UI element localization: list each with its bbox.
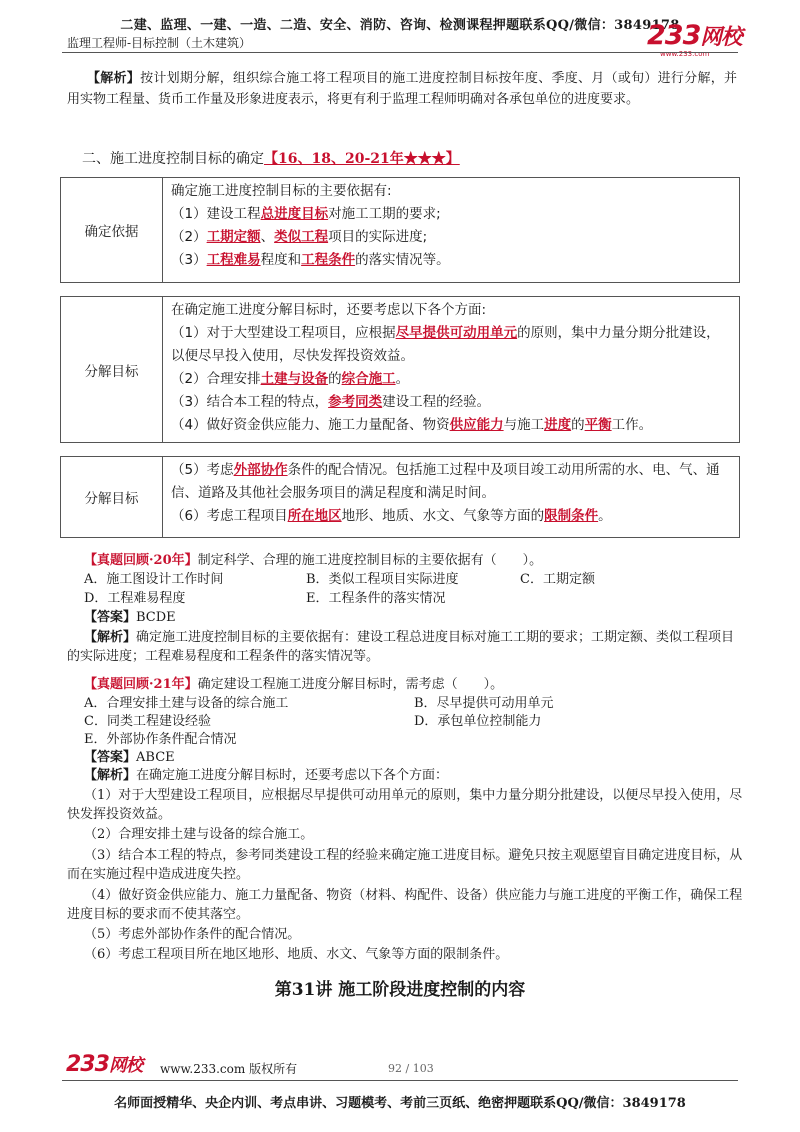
basis-intro: 确定施工进度控制目标的主要依据有: [171, 183, 392, 199]
decompose-label-2: 分解目标 [61, 457, 163, 538]
q1-option-b: B．类似工程项目实际进度 [306, 572, 459, 587]
logo-word: 网校 [700, 25, 742, 50]
analysis-paragraph [67, 68, 737, 110]
q2-expl-item-3: （3）结合本工程的特点，参考同类建设工程的经验来确定施工进度目标。避免只按主观愿望盲目确定进度目标，从而在实施过程中造成进度失控。 [67, 848, 743, 882]
decompose-item-1: （1）对于大型建设工程项目，应根据尽早提供可动用单元的原则，集中力量分期分批建设，以便尽早投入使用，尽快发挥投资效益。 [171, 325, 720, 364]
question-1-answer: 【答案】BCDE [84, 610, 176, 625]
decompose-content-1 [163, 297, 740, 443]
lecture-title: 第31讲 施工阶段进度控制的内容 [274, 980, 526, 1000]
decompose-table-2 [60, 456, 740, 538]
basis-content [163, 178, 740, 283]
header-divider [62, 52, 738, 53]
question-2-tag: 【真题回顾·21年】 [84, 677, 198, 692]
decompose-table-1 [60, 296, 740, 443]
q2-option-c: C．同类工程建设经验 [84, 714, 211, 729]
header-logo [647, 20, 742, 51]
section-years: 【16、18、20-21年★★★】 [264, 151, 460, 167]
decompose-item-2: （2）合理安排土建与设备的综合施工。 [171, 371, 410, 387]
decompose-intro: 在确定施工进度分解目标时，还要考虑以下各个方面: [171, 302, 487, 318]
q2-expl-item-1: （1）对于大型建设工程项目，应根据尽早提供可动用单元的原则，集中力量分期分批建设，以便尽早投入使用，尽快发挥投资效益。 [67, 788, 743, 822]
basis-item-1: （1）建设工程总进度目标对施工工期的要求; [171, 206, 441, 222]
question-2-answer: 【答案】ABCE [84, 750, 175, 765]
footer-note: 名师面授精华、央企内训、考点串讲、习题模考、考前三页纸、绝密押题联系QQ/微信：3849178 [114, 1096, 686, 1111]
section-heading [82, 148, 460, 168]
decompose-item-5: （5）考虑外部协作条件的配合情况。包括施工过程中及项目竣工动用所需的水、电、气、通信、道路及其他社会服务项目的满足程度和满足时间。 [171, 462, 720, 501]
header-promo: 二建、监理、一建、一造、二造、安全、消防、咨询、检测课程押题联系QQ/微信：3849178 [120, 18, 680, 33]
section-title: 二、施工进度控制目标的确定 [82, 151, 264, 167]
logo-url: www.233.com [660, 50, 710, 58]
footer-divider [62, 1080, 738, 1081]
q1-option-a: A．施工图设计工作时间 [84, 572, 224, 587]
question-2-options-row1 [84, 695, 744, 713]
q2-option-d: D．承包单位控制能力 [414, 714, 542, 729]
question-1-options-row1 [84, 571, 744, 589]
question-2-stem: 【真题回顾·21年】确定建设工程施工进度分解目标时，需考虑（ ）。 [84, 677, 504, 692]
q1-option-d: D．工程难易程度 [84, 591, 186, 606]
q1-option-c: C．工期定额 [520, 572, 595, 587]
decompose-content-2 [163, 457, 740, 538]
q1-option-e: E．工程条件的落实情况 [306, 591, 446, 606]
q2-option-b: B．尽早提供可动用单元 [414, 696, 554, 711]
decompose-item-4: （4）做好资金供应能力、施工力量配备、物资供应能力与施工进度的平衡工作。 [171, 417, 653, 433]
question-2-explanation-intro: 【解析】在确定施工进度分解目标时，还要考虑以下各个方面： [84, 768, 449, 783]
q2-option-a: A．合理安排土建与设备的综合施工 [84, 696, 289, 711]
footer-logo: 233网校 [66, 1052, 143, 1077]
analysis-text: 按计划期分解，组织综合施工将工程项目的施工进度控制目标按年度、季度、月（或旬）进行分解，并用实物工程量、货币工作量及形象进度表示，将更有利于监理工程师明确对各承包单位的进度要求。 [67, 71, 737, 107]
q2-expl-item-5: （5）考虑外部协作条件的配合情况。 [84, 927, 301, 942]
question-1-explanation: 【解析】确定施工进度控制目标的主要依据有：建设工程总进度目标对施工工期的要求；工期定额、类似工程项目的实际进度；工程难易程度和工程条件的落实情况等。 [67, 630, 735, 664]
question-2-options-row2 [84, 713, 744, 731]
question-1-stem: 【真题回顾·20年】制定科学、合理的施工进度控制目标的主要依据有（ ）。 [84, 553, 543, 568]
logo-number: 233 [647, 20, 701, 51]
footer-site: www.233.com 版权所有 [160, 1062, 298, 1076]
basis-label: 确定依据 [61, 178, 163, 283]
basis-table [60, 177, 740, 283]
decompose-label-1: 分解目标 [61, 297, 163, 443]
q2-expl-item-6: （6）考虑工程项目所在地区地形、地质、水文、气象等方面的限制条件。 [84, 947, 509, 962]
q2-option-e: E．外部协作条件配合情况 [84, 732, 237, 747]
analysis-tag: 【解析】 [87, 71, 141, 86]
question-1-tag: 【真题回顾·20年】 [84, 553, 198, 568]
q2-expl-item-2: （2）合理安排土建与设备的综合施工。 [84, 827, 314, 842]
decompose-item-6: （6）考虑工程项目所在地区地形、地质、水文、气象等方面的限制条件。 [171, 508, 612, 524]
decompose-item-3: （3）结合本工程的特点，参考同类建设工程的经验。 [171, 394, 491, 410]
basis-item-3: （3）工程难易程度和工程条件的落实情况等。 [171, 252, 450, 268]
q2-expl-item-4: （4）做好资金供应能力、施工力量配备、物资（材料、构配件、设备）供应能力与施工进度的平衡工作，确保工程进度目标的要求而不使其落空。 [67, 888, 743, 922]
document-subtitle: 监理工程师-目标控制（土木建筑） [67, 36, 252, 50]
question-1-options-row2 [84, 590, 744, 608]
page-number: 92 / 103 [388, 1062, 434, 1075]
basis-item-2: （2）工期定额、类似工程项目的实际进度; [171, 229, 428, 245]
